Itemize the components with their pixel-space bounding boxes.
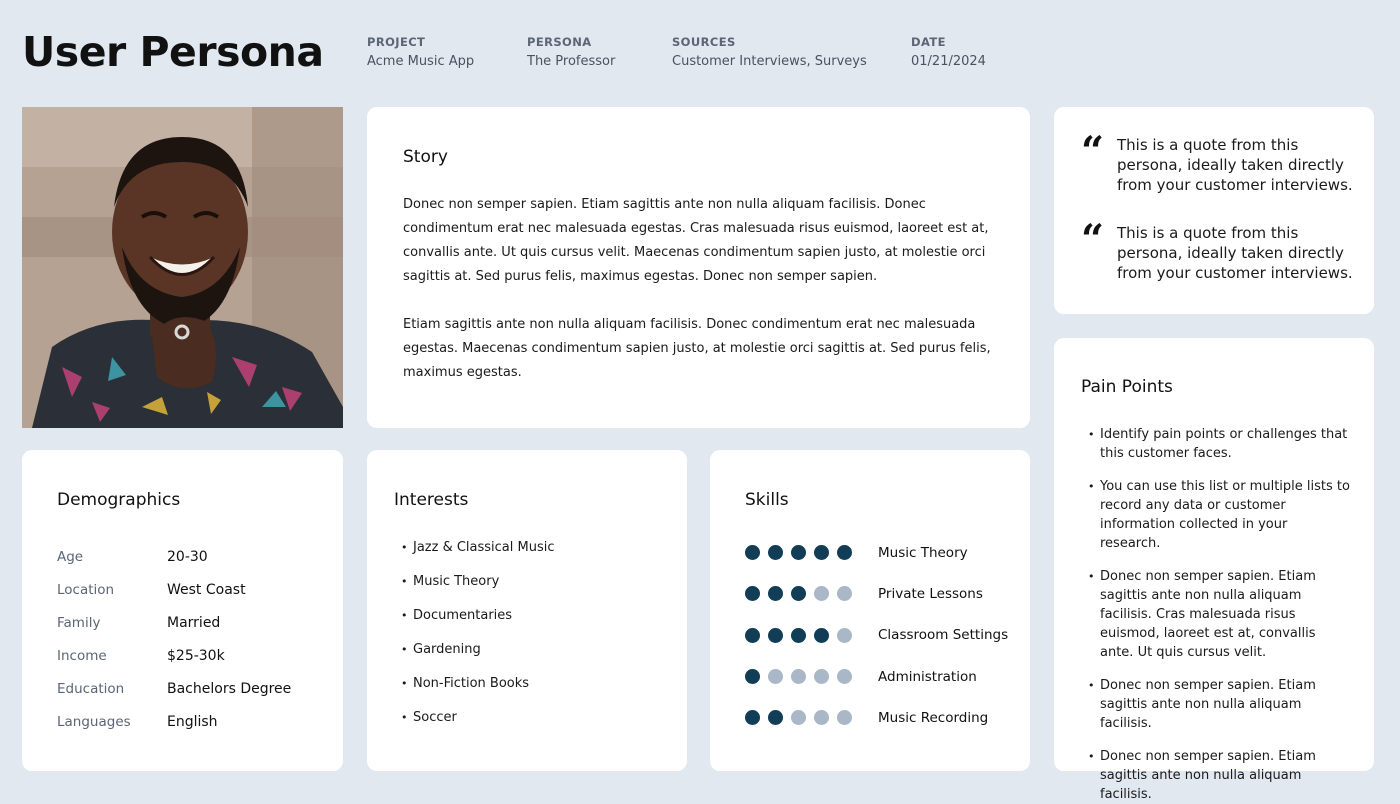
skill-label: Administration [878, 668, 977, 685]
skill-dot-empty [837, 710, 852, 725]
skills-title: Skills [745, 490, 789, 510]
story-paragraph: Etiam sagittis ante non nulla aliquam facilisis. Donec condimentum erat nec malesuada egestas. Maecenas condimentum sapien justo, at molestie orci sagittis at. Sed purus felis, maximus egestas. [403, 317, 991, 380]
pain-points-list [1081, 425, 1350, 804]
skill-dot-empty [814, 669, 829, 684]
skill-label: Music Recording [878, 709, 989, 726]
persona-illustration [22, 107, 343, 428]
demographics-value: 20-30 [167, 548, 208, 565]
meta-label: DATE [911, 35, 946, 49]
list-item: • Gardening [394, 641, 667, 675]
skill-dot-filled [837, 545, 852, 560]
skill-dot-empty [837, 586, 852, 601]
demographics-value: West Coast [167, 581, 246, 598]
meta-value: 01/21/2024 [911, 54, 986, 69]
list-item: • Donec non semper sapien. Etiam sagittis ante non nulla aliquam facilisis. Cras malesuada risus euismod, laoreet est at, convallis ante. Ut quis cursus velit. [1081, 567, 1350, 662]
quote-icon: “ [1081, 128, 1105, 175]
skill-dot-filled [745, 545, 760, 560]
list-item: • Donec non semper sapien. Etiam sagittis ante non nulla aliquam facilisis. [1081, 676, 1350, 733]
meta-label: PROJECT [367, 35, 426, 49]
meta-value: Customer Interviews, Surveys [672, 54, 867, 69]
skill-dot-empty [791, 669, 806, 684]
meta-persona [527, 35, 615, 69]
demographics-key: Income [57, 647, 107, 664]
skill-dot-filled [791, 545, 806, 560]
list-item: • Donec non semper sapien. Etiam sagittis ante non nulla aliquam facilisis. [1081, 747, 1350, 804]
skill-row [745, 615, 1010, 656]
demographics-value: Bachelors Degree [167, 680, 292, 697]
skill-dot-filled [745, 710, 760, 725]
list-item: • Soccer [394, 709, 667, 743]
skill-dot-filled [768, 545, 783, 560]
list-item: • Music Theory [394, 573, 667, 607]
skill-dot-empty [837, 669, 852, 684]
skill-dot-filled [768, 710, 783, 725]
quote-item [1081, 128, 1354, 195]
demographics-row [57, 606, 323, 639]
interests-list [394, 539, 667, 743]
skill-row [745, 697, 1010, 738]
skill-dot-filled [814, 545, 829, 560]
demographics-title: Demographics [57, 490, 181, 510]
demographics-key: Family [57, 614, 101, 631]
quote-text: This is a quote from this persona, ideally taken directly from your customer interviews. [1117, 224, 1353, 282]
meta-sources [672, 35, 867, 69]
meta-label: PERSONA [527, 35, 592, 49]
skill-dot-filled [814, 628, 829, 643]
skill-dot-empty [768, 669, 783, 684]
skill-dot-filled [768, 628, 783, 643]
demographics-table [57, 540, 323, 738]
skills-card [710, 450, 1030, 771]
list-item: • Identify pain points or challenges that this customer faces. [1081, 425, 1350, 463]
skill-label: Classroom Settings [878, 627, 1009, 644]
demographics-key: Age [57, 548, 84, 565]
skill-rating [745, 669, 878, 684]
skill-rating [745, 710, 878, 725]
pain-points-card [1054, 338, 1374, 802]
quote-text: This is a quote from this persona, ideally taken directly from your customer interviews. [1117, 136, 1353, 194]
page-title: User Persona [22, 28, 324, 76]
story-card [367, 107, 1030, 428]
skills-list [745, 532, 1010, 738]
meta-project [367, 35, 474, 69]
demographics-card [22, 450, 343, 771]
skill-dot-empty [814, 586, 829, 601]
list-item: • You can use this list or multiple lists to record any data or customer information collected in your research. [1081, 477, 1350, 553]
demographics-key: Education [57, 680, 125, 697]
list-item: • Non-Fiction Books [394, 675, 667, 709]
skill-dot-filled [745, 586, 760, 601]
skill-rating [745, 628, 878, 643]
skill-label: Music Theory [878, 544, 968, 561]
story-paragraph: Donec non semper sapien. Etiam sagittis ante non nulla aliquam facilisis. Donec condimentum erat nec malesuada egestas. Cras malesuada risus euismod, laoreet est at, convallis ante. Ut quis cursus velit. Maecenas condimentum sapien justo, at molestie orci sagittis at. Sed purus felis, maximus egestas. Donec non semper sapien. [403, 197, 989, 284]
skill-dot-empty [791, 710, 806, 725]
demographics-value: English [167, 713, 218, 730]
demographics-value: Married [167, 614, 221, 631]
skill-dot-filled [745, 669, 760, 684]
skill-rating [745, 586, 878, 601]
demographics-row [57, 573, 323, 606]
quotes-card [1054, 107, 1374, 314]
skill-dot-filled [791, 586, 806, 601]
story-title: Story [403, 147, 448, 167]
skill-dot-empty [837, 628, 852, 643]
skill-dot-empty [814, 710, 829, 725]
quote-item [1081, 216, 1354, 283]
pain-points-title: Pain Points [1081, 377, 1173, 397]
demographics-row [57, 672, 323, 705]
skill-row [745, 656, 1010, 697]
skill-rating [745, 545, 878, 560]
demographics-value: $25-30k [167, 647, 225, 664]
persona-photo [22, 107, 343, 428]
demographics-row [57, 540, 323, 573]
meta-value: The Professor [527, 54, 616, 69]
meta-label: SOURCES [672, 35, 736, 49]
skill-label: Private Lessons [878, 585, 983, 602]
interests-title: Interests [394, 490, 469, 510]
list-item: • Jazz & Classical Music [394, 539, 667, 573]
interests-card [367, 450, 687, 771]
skill-dot-filled [745, 628, 760, 643]
meta-date [911, 35, 986, 69]
demographics-row [57, 639, 323, 672]
skill-row [745, 532, 1010, 573]
skill-dot-filled [768, 586, 783, 601]
demographics-key: Languages [57, 713, 131, 730]
demographics-row [57, 705, 323, 738]
quote-icon: “ [1081, 216, 1105, 263]
demographics-key: Location [57, 581, 115, 598]
list-item: • Documentaries [394, 607, 667, 641]
skill-row [745, 573, 1010, 614]
meta-value: Acme Music App [367, 54, 475, 69]
skill-dot-filled [791, 628, 806, 643]
